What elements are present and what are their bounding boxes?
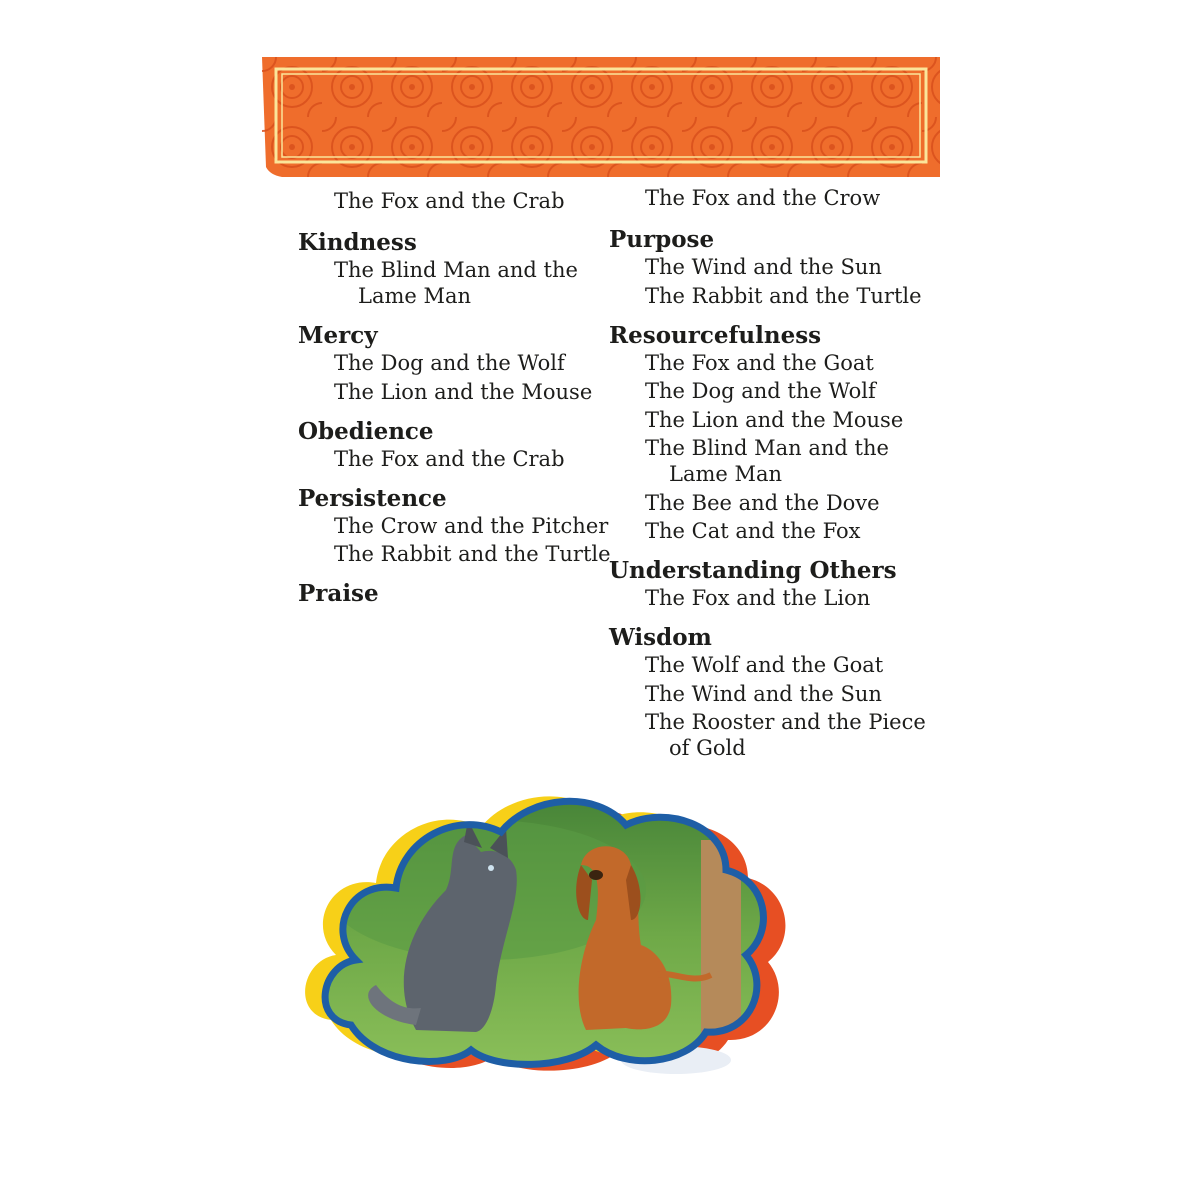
story-entry: The Wind and the Sun bbox=[645, 255, 882, 279]
topics-column-left bbox=[298, 188, 618, 621]
story-entry: The Fox and the Goat bbox=[645, 350, 874, 375]
topic-resourcefulness bbox=[609, 322, 939, 545]
story-entry: The Wolf and the Goat bbox=[645, 653, 884, 677]
story-entry: The Blind Man and the Lame Man bbox=[645, 436, 889, 486]
story-entry: The Rooster and the Piece of Gold bbox=[645, 710, 926, 760]
topic-heading: Obedience bbox=[298, 417, 434, 445]
story-entry: The Fox and the Lion bbox=[645, 586, 871, 610]
story-entry: The Dog and the Wolf bbox=[334, 351, 565, 375]
topic-heading: Wisdom bbox=[609, 624, 712, 651]
story-entry: The Cat and the Fox bbox=[645, 519, 861, 543]
story-entry: The Rabbit and the Turtle bbox=[645, 283, 922, 308]
wolf-and-dog-illustration bbox=[296, 770, 806, 1075]
story-entry-continued: The Fox and the Crow bbox=[645, 186, 881, 210]
story-entry: The Wind and the Sun bbox=[645, 681, 882, 706]
topic-heading: Understanding Others bbox=[609, 557, 897, 584]
banner-graphic bbox=[262, 57, 940, 177]
topic-praise bbox=[298, 580, 618, 608]
story-entry: The Lion and the Mouse bbox=[645, 407, 904, 432]
topic-heading: Purpose bbox=[609, 226, 715, 253]
story-entry: The Bee and the Dove bbox=[645, 490, 880, 515]
topics-column-right bbox=[609, 185, 939, 774]
story-entry: The Dog and the Wolf bbox=[645, 379, 876, 403]
topic-persistence bbox=[298, 485, 618, 568]
story-entry: The Crow and the Pitcher bbox=[334, 513, 609, 538]
topic-kindness bbox=[298, 229, 618, 309]
story-entry: The Rabbit and the Turtle bbox=[334, 542, 611, 566]
topic-obedience bbox=[298, 418, 618, 472]
topic-heading: Mercy bbox=[298, 322, 378, 349]
header-banner bbox=[262, 57, 940, 177]
story-entry: The Lion and the Mouse bbox=[334, 379, 593, 404]
story-entry: The Blind Man and the Lame Man bbox=[334, 258, 578, 308]
story-entry-continued: The Fox and the Crab bbox=[334, 189, 565, 213]
topic-purpose bbox=[609, 226, 939, 309]
topic-wisdom bbox=[609, 624, 939, 761]
topic-mercy bbox=[298, 322, 618, 405]
illustration-graphic bbox=[296, 770, 806, 1075]
story-entry: The Fox and the Crab bbox=[334, 446, 565, 471]
topic-understanding-others bbox=[609, 557, 939, 611]
topic-heading: Praise bbox=[298, 580, 379, 607]
topic-heading: Kindness bbox=[298, 229, 417, 256]
topic-heading: Persistence bbox=[298, 484, 447, 512]
topic-heading: Resourcefulness bbox=[609, 321, 822, 349]
